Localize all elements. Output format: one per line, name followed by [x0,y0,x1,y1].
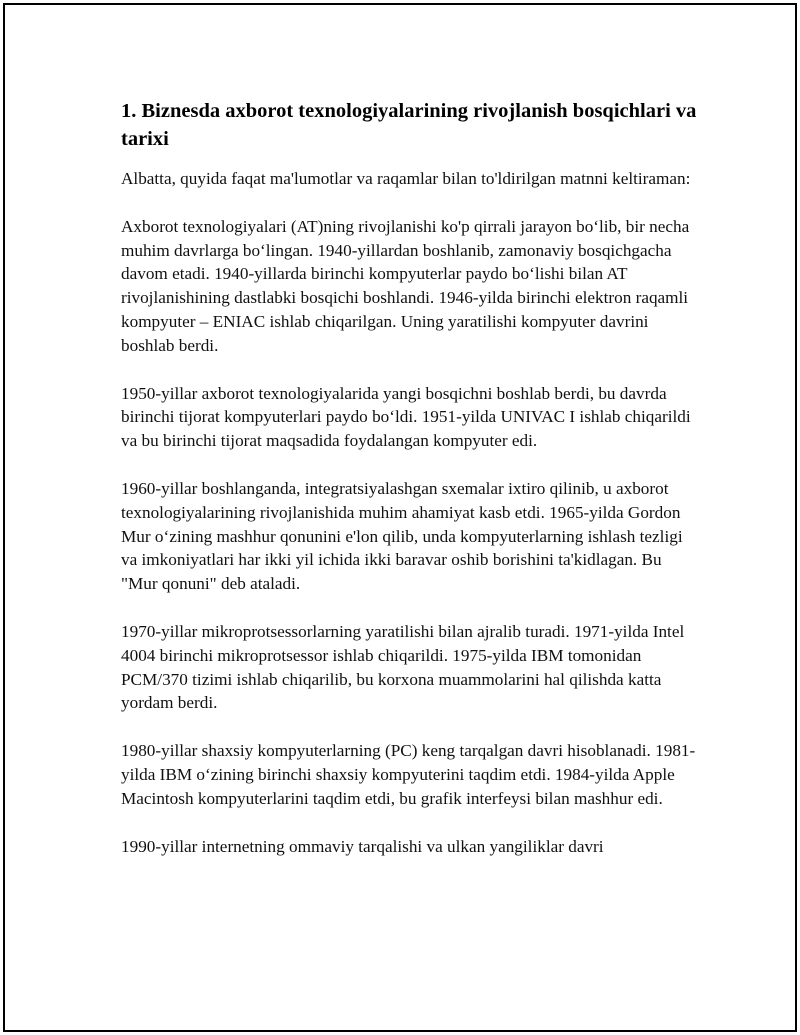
paragraph-1960s: 1960-yillar boshlanganda, integratsiyalashgan sxemalar ixtiro qilinib, u axborot texnologiyalarining rivojlanishida muhim ahamiyat kasb etdi. 1965-yilda Gordon Mur o‘zining mashhur qonunini e'lon qilib, unda kompyuterlarning ishlash tezligi va imkoniyatlari har ikki yil ichida ikki baravar oshib borishini ta'kidlagan. Bu "Mur qonuni" deb ataladi. [121,478,683,594]
paragraph-1980s: 1980-yillar shaxsiy kompyuterlarning (PC) keng tarqalgan davri hisoblanadi. 1981-yilda IBM o‘zining birinchi shaxsiy kompyuterini taqdim etdi. 1984-yilda Apple Macintosh kompyuterlarini taqdim etdi, bu grafik interfeysi bilan mashhur edi. [121,741,696,808]
paragraph-1970s: 1970-yillar mikroprotsessorlarning yaratilishi bilan ajralib turadi. 1971-yilda Intel 4004 birinchi mikroprotsessor ishlab chiqarildi. 1975-yilda IBM tomonidan PCM/370 tizimi ishlab chiqarilib, bu korxona muammolarini hal qilishda katta yordam berdi. [121,621,685,713]
paragraph-1940s: Axborot texnologiyalari (AT)ning rivojlanishi ko'p qirrali jarayon bo‘lib, bir necha muhim davrlarga bo‘lingan. 1940-yillardan boshlanib, zamonaviy bosqichgacha davom etadi. 1940-yillarda birinchi kompyuterlar paydo bo‘lishi bilan AT rivojlanishining dastlabki bosqichi boshlandi. 1946-yilda birinchi elektron raqamli kompyuter – ENIAC ishlab chiqarilgan. Uning yaratilishi kompyuter davrini boshlab berdi. [121,216,690,355]
section-title: 1. Biznesda axborot texnologiyalarining rivojlanish bosqichlari va tarixi [121,100,697,150]
document-body [121,97,697,882]
document-page [3,3,797,1032]
paragraph-intro: Albatta, quyida faqat ma'lumotlar va raqamlar bilan to'ldirilgan matnni keltiraman: [121,169,691,188]
paragraph-1990s: 1990-yillar internetning ommaviy tarqalishi va ulkan yangiliklar davri [121,836,604,856]
paragraph-1950s: 1950-yillar axborot texnologiyalarida yangi bosqichni boshlab berdi, bu davrda birinchi tijorat kompyuterlari paydo bo‘ldi. 1951-yilda UNIVAC I ishlab chiqarildi va bu birinchi tijorat maqsadida foydalangan kompyuter edi. [121,383,691,451]
